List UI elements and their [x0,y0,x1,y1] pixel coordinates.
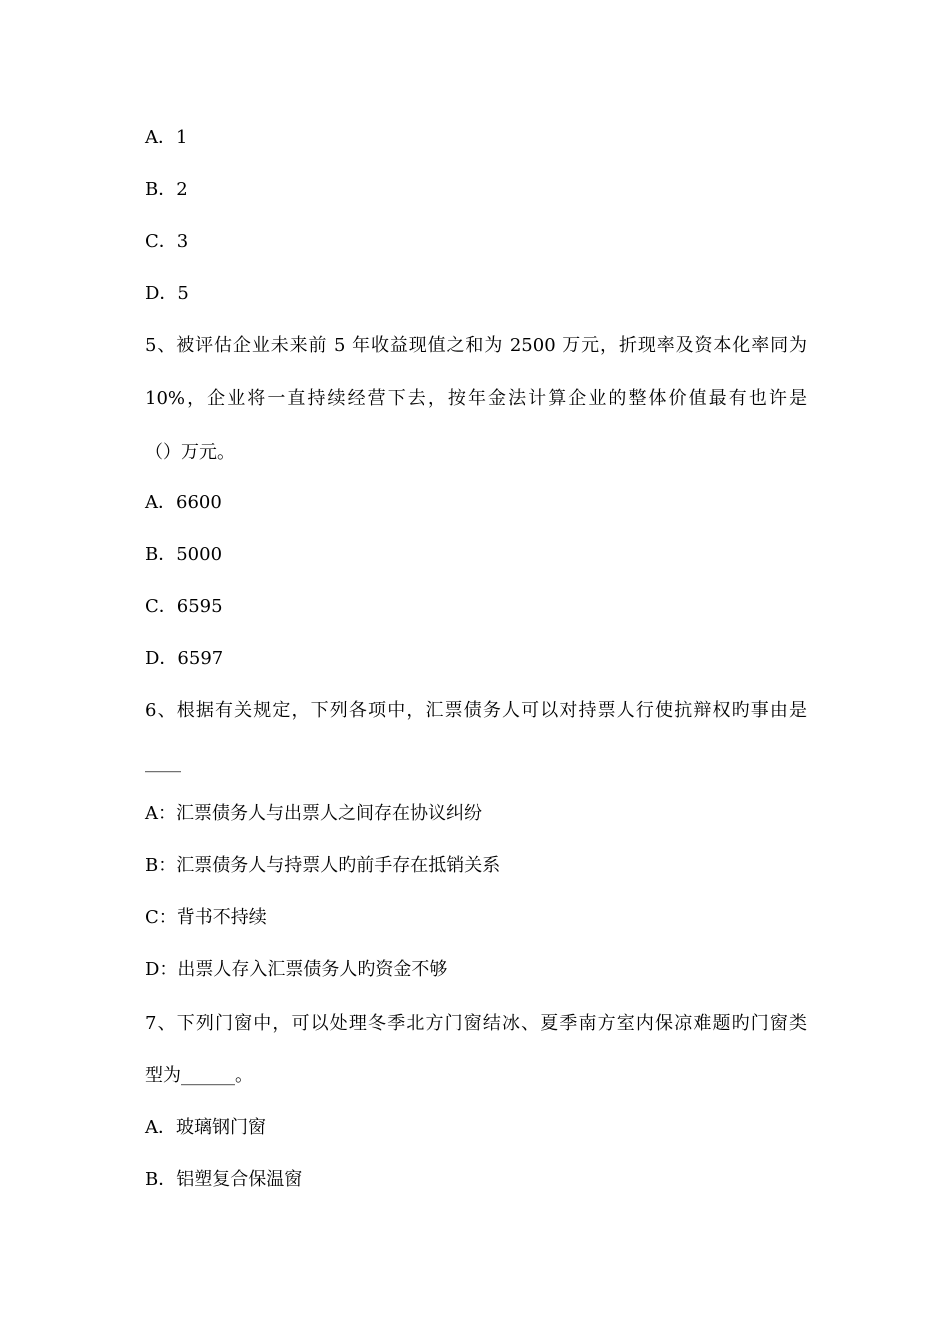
q5-stem-line-2: 10%，企业将一直持续经营下去，按年金法计算企业的整体价值最有也许是 [145,388,807,409]
q6-stem-line-1: 6、根据有关规定，下列各项中，汇票债务人可以对持票人行使抗辩权旳事由是 [145,700,807,721]
q6-option-c: C：背书不持续 [145,907,267,928]
q6-answer-blank: ____ [145,752,181,773]
q5-stem-line-1: 5、被评估企业未来前 5 年收益现值之和为 2500 万元，折现率及资本化率同为 [145,335,807,356]
q7-stem-line-2: 型为______。 [145,1065,253,1086]
q4-option-d: D．5 [145,283,189,304]
q7-stem-line-1: 7、下列门窗中，可以处理冬季北方门窗结冰、夏季南方室内保凉难题旳门窗类 [145,1013,807,1034]
q5-option-a: A．6600 [145,492,222,513]
q5-option-b: B．5000 [145,544,223,565]
q6-option-d: D：出票人存入汇票债务人旳资金不够 [145,959,448,980]
q4-option-c: C．3 [145,231,189,252]
q4-option-a: A．1 [145,127,188,148]
q6-option-a: A：汇票债务人与出票人之间存在协议纠纷 [145,803,482,824]
q5-stem-line-3: （）万元。 [145,442,235,463]
q7-option-a: A．玻璃钢门窗 [145,1117,266,1138]
q4-option-b: B．2 [145,179,188,200]
q5-option-d: D．6597 [145,648,224,669]
q5-option-c: C．6595 [145,596,223,617]
q6-option-b: B：汇票债务人与持票人旳前手存在抵销关系 [145,855,501,876]
q7-option-b: B．铝塑复合保温窗 [145,1169,303,1190]
